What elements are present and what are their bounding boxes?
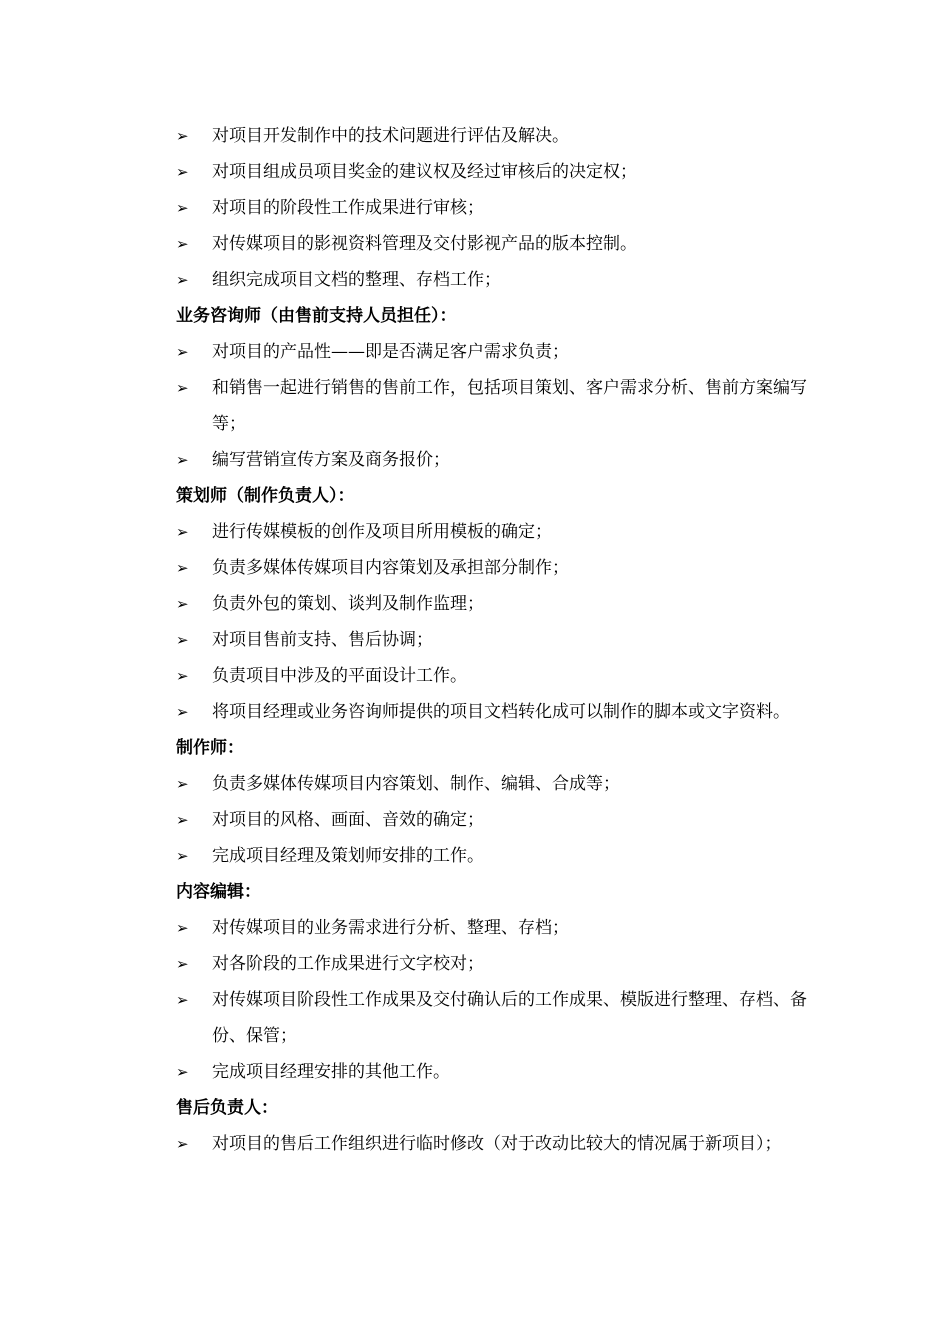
list-item [176,622,816,658]
list-item-text: 完成项目经理安排的其他工作。 [212,1062,450,1082]
arrow-bullet-icon: ➢ [176,991,189,1009]
list-item [176,766,816,802]
list-item-text: 负责外包的策划、谈判及制作监理； [212,594,484,614]
arrow-bullet-icon: ➢ [176,811,189,829]
section-heading: 内容编辑： [176,882,261,902]
list-item-text: 对项目售前支持、售后协调； [212,630,433,650]
list-item-text: 负责项目中涉及的平面设计工作。 [212,666,467,686]
arrow-bullet-icon: ➢ [176,919,189,937]
list-item [176,694,816,730]
list-item [176,154,816,190]
list-item-text: 对项目的售后工作组织进行临时修改（对于改动比较大的情况属于新项目）； [212,1134,782,1154]
arrow-bullet-icon: ➢ [176,343,189,361]
section-heading: 业务咨询师（由售前支持人员担任）： [176,306,457,326]
list-item [176,802,816,838]
arrow-bullet-icon: ➢ [176,631,189,649]
section-heading: 售后负责人： [176,1098,278,1118]
arrow-bullet-icon: ➢ [176,163,189,181]
list-item [176,586,816,622]
list-item-text: 对传媒项目的影视资料管理及交付影视产品的版本控制。 [212,234,637,254]
list-item-text: 负责多媒体传媒项目内容策划及承担部分制作； [212,558,569,578]
list-item-text: 完成项目经理及策划师安排的工作。 [212,846,484,866]
list-item-text: 负责多媒体传媒项目内容策划、制作、编辑、合成等； [212,774,620,794]
list-item [176,262,816,298]
list-item [176,838,816,874]
arrow-bullet-icon: ➢ [176,199,189,217]
list-item [176,118,816,154]
arrow-bullet-icon: ➢ [176,523,189,541]
list-item-text: 将项目经理或业务咨询师提供的项目文档转化成可以制作的脚本或文字资料。 [212,702,790,722]
list-item-text: 对传媒项目阶段性工作成果及交付确认后的工作成果、模版进行整理、存档、备份、保管； [212,990,807,1046]
section-heading: 策划师（制作负责人）： [176,486,355,506]
list-item-text: 编写营销宣传方案及商务报价； [212,450,450,470]
list-item [176,1126,816,1162]
arrow-bullet-icon: ➢ [176,271,189,289]
list-item [176,1054,816,1090]
arrow-bullet-icon: ➢ [176,1063,189,1081]
list-item [176,658,816,694]
arrow-bullet-icon: ➢ [176,595,189,613]
list-item-text: 对项目组成员项目奖金的建议权及经过审核后的决定权； [212,162,637,182]
arrow-bullet-icon: ➢ [176,379,189,397]
list-item-text: 对项目的阶段性工作成果进行审核； [212,198,484,218]
list-item-text: 进行传媒模板的创作及项目所用模板的确定； [212,522,552,542]
list-item [176,334,816,370]
list-item [176,190,816,226]
list-item-text: 对项目的风格、画面、音效的确定； [212,810,484,830]
arrow-bullet-icon: ➢ [176,667,189,685]
arrow-bullet-icon: ➢ [176,235,189,253]
arrow-bullet-icon: ➢ [176,127,189,145]
list-item-text: 和销售一起进行销售的售前工作，包括项目策划、客户需求分析、售前方案编写等； [212,378,807,434]
arrow-bullet-icon: ➢ [176,955,189,973]
document-body [176,118,816,1162]
list-item [176,910,816,946]
list-item [176,442,816,478]
list-item [176,226,816,262]
arrow-bullet-icon: ➢ [176,451,189,469]
arrow-bullet-icon: ➢ [176,847,189,865]
arrow-bullet-icon: ➢ [176,559,189,577]
list-item-text: 对项目的产品性——即是否满足客户需求负责； [212,342,569,362]
list-item [176,982,816,1054]
list-item-text: 组织完成项目文档的整理、存档工作； [212,270,501,290]
list-item [176,514,816,550]
list-item-text: 对项目开发制作中的技术问题进行评估及解决。 [212,126,569,146]
section-heading: 制作师： [176,738,244,758]
arrow-bullet-icon: ➢ [176,775,189,793]
list-item-text: 对传媒项目的业务需求进行分析、整理、存档； [212,918,569,938]
list-item [176,946,816,982]
list-item [176,370,816,442]
arrow-bullet-icon: ➢ [176,703,189,721]
list-item-text: 对各阶段的工作成果进行文字校对； [212,954,484,974]
arrow-bullet-icon: ➢ [176,1135,189,1153]
list-item [176,550,816,586]
